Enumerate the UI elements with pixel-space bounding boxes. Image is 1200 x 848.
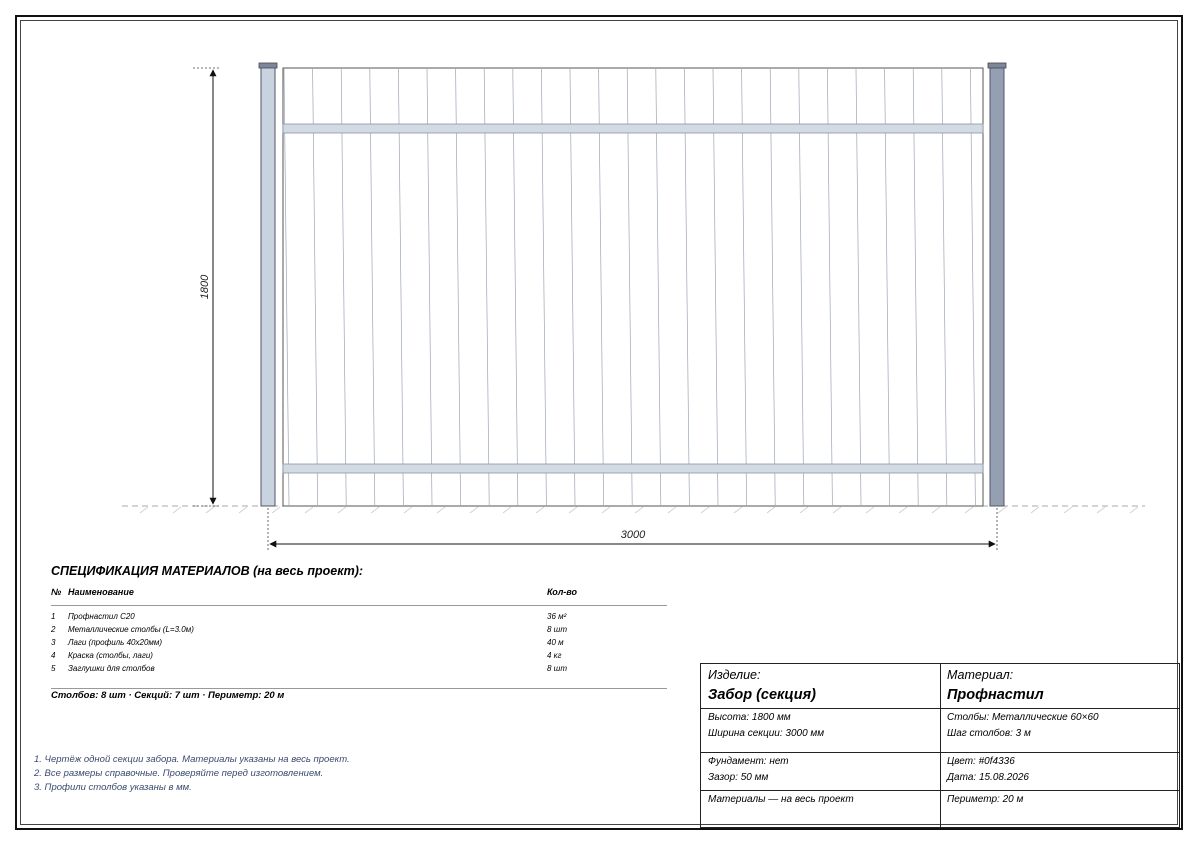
ground-hatch-mark xyxy=(173,507,181,513)
ground-hatch-mark xyxy=(140,507,148,513)
note-line: 3. Профили столбов указаны в мм. xyxy=(34,782,192,793)
spec-row xyxy=(51,664,667,677)
perimeter-field: Периметр: 20 м xyxy=(947,794,1024,805)
spec-row-no: 4 xyxy=(51,651,56,660)
top-rail xyxy=(283,124,983,133)
gap-field: Зазор: 50 мм xyxy=(708,772,769,783)
spec-row-name: Металлические столбы (L=3.0м) xyxy=(68,625,194,634)
ground-hatch-mark xyxy=(437,507,445,513)
material-value: Профнастил xyxy=(947,687,1044,703)
ground-hatch-mark xyxy=(965,507,973,513)
spec-row-qty: 8 шт xyxy=(547,664,567,673)
ground-hatch-mark xyxy=(833,507,841,513)
ground-hatch-mark xyxy=(569,507,577,513)
foundation-field: Фундамент: нет xyxy=(708,756,789,767)
ground-hatch-mark xyxy=(536,507,544,513)
drawing-notes xyxy=(34,753,350,795)
title-block-rule xyxy=(701,708,1179,709)
ground-hatch-mark xyxy=(371,507,379,513)
ground-hatch-mark xyxy=(206,507,214,513)
post-step-field: Шаг столбов: 3 м xyxy=(947,728,1031,739)
bottom-rail xyxy=(283,464,983,473)
ground-hatch-mark xyxy=(668,507,676,513)
ground-hatch-mark xyxy=(272,507,280,513)
spec-row-name: Краска (столбы, лаги) xyxy=(68,651,153,660)
profiled-sheet xyxy=(283,68,983,506)
ground-hatch-mark xyxy=(734,507,742,513)
spec-row-qty: 36 м² xyxy=(547,612,567,621)
ground-hatch-mark xyxy=(866,507,874,513)
ground-hatch-mark xyxy=(239,507,247,513)
ground-hatch-mark xyxy=(404,507,412,513)
ground-hatch-mark xyxy=(1130,507,1138,513)
title-block-rule xyxy=(701,790,1179,791)
spec-header-name: Наименование xyxy=(68,587,134,597)
date-field: Дата: 15.08.2026 xyxy=(947,772,1029,783)
note-line: 2. Все размеры справочные. Проверяйте перед изготовлением. xyxy=(34,768,324,779)
ground-hatch-mark xyxy=(635,507,643,513)
section-width-field: Ширина секции: 3000 мм xyxy=(708,728,825,739)
spec-summary-rule xyxy=(51,688,667,689)
ground-hatch-mark xyxy=(899,507,907,513)
ground-hatch-mark xyxy=(1031,507,1039,513)
spec-row-name: Заглушки для столбов xyxy=(68,664,155,673)
height-field: Высота: 1800 мм xyxy=(708,712,791,723)
spec-row-name: Профнастил С20 xyxy=(68,612,135,621)
posts-field: Столбы: Металлические 60×60 xyxy=(947,712,1099,723)
color-field: Цвет: #0f4336 xyxy=(947,756,1015,767)
post-right xyxy=(990,67,1004,506)
spec-title: СПЕЦИФИКАЦИЯ МАТЕРИАЛОВ (на весь проект): xyxy=(51,564,364,578)
spec-row-qty: 40 м xyxy=(547,638,564,647)
ground-hatch-mark xyxy=(503,507,511,513)
ground-hatch-mark xyxy=(338,507,346,513)
post-cap-right xyxy=(988,63,1006,68)
post-cap-left xyxy=(259,63,277,68)
title-block-divider xyxy=(940,664,941,827)
ground-hatch-mark xyxy=(305,507,313,513)
spec-header-rule xyxy=(51,605,667,606)
spec-summary: Столбов: 8 шт · Секций: 7 шт · Периметр: 20 м xyxy=(51,690,285,701)
materials-scope-field: Материалы — на весь проект xyxy=(708,794,854,805)
spec-row-name: Лаги (профиль 40x20мм) xyxy=(68,638,163,647)
post-left xyxy=(261,67,275,506)
ground-hatch xyxy=(140,507,1138,513)
spec-row-no: 3 xyxy=(51,638,56,647)
title-block-rule xyxy=(701,752,1179,753)
ground-hatch-mark xyxy=(767,507,775,513)
spec-row xyxy=(51,612,667,625)
spec-row-no: 1 xyxy=(51,612,56,621)
spec-row xyxy=(51,651,667,664)
ground-hatch-mark xyxy=(1064,507,1072,513)
ground-hatch-mark xyxy=(998,507,1006,513)
ground-hatch-mark xyxy=(1097,507,1105,513)
spec-row-no: 2 xyxy=(51,625,56,634)
spec-row-qty: 4 кг xyxy=(547,651,562,660)
ground-hatch-mark xyxy=(470,507,478,513)
height-dimension-label: 1800 xyxy=(199,274,211,300)
width-dimension-label: 3000 xyxy=(620,529,646,541)
spec-row xyxy=(51,638,667,651)
ground-hatch-mark xyxy=(701,507,709,513)
note-line: 1. Чертёж одной секции забора. Материалы указаны на весь проект. xyxy=(34,754,350,765)
ground-hatch-mark xyxy=(602,507,610,513)
spec-header-qty: Кол-во xyxy=(547,587,577,597)
ground-hatch-mark xyxy=(932,507,940,513)
spec-row-no: 5 xyxy=(51,664,56,673)
product-value: Забор (секция) xyxy=(708,687,816,703)
spec-header-no: № xyxy=(51,587,62,597)
spec-row xyxy=(51,625,667,638)
spec-row-qty: 8 шт xyxy=(547,625,567,634)
product-label: Изделие: xyxy=(708,668,761,682)
material-label: Материал: xyxy=(947,668,1014,682)
title-block xyxy=(700,663,1180,828)
ground-hatch-mark xyxy=(800,507,808,513)
